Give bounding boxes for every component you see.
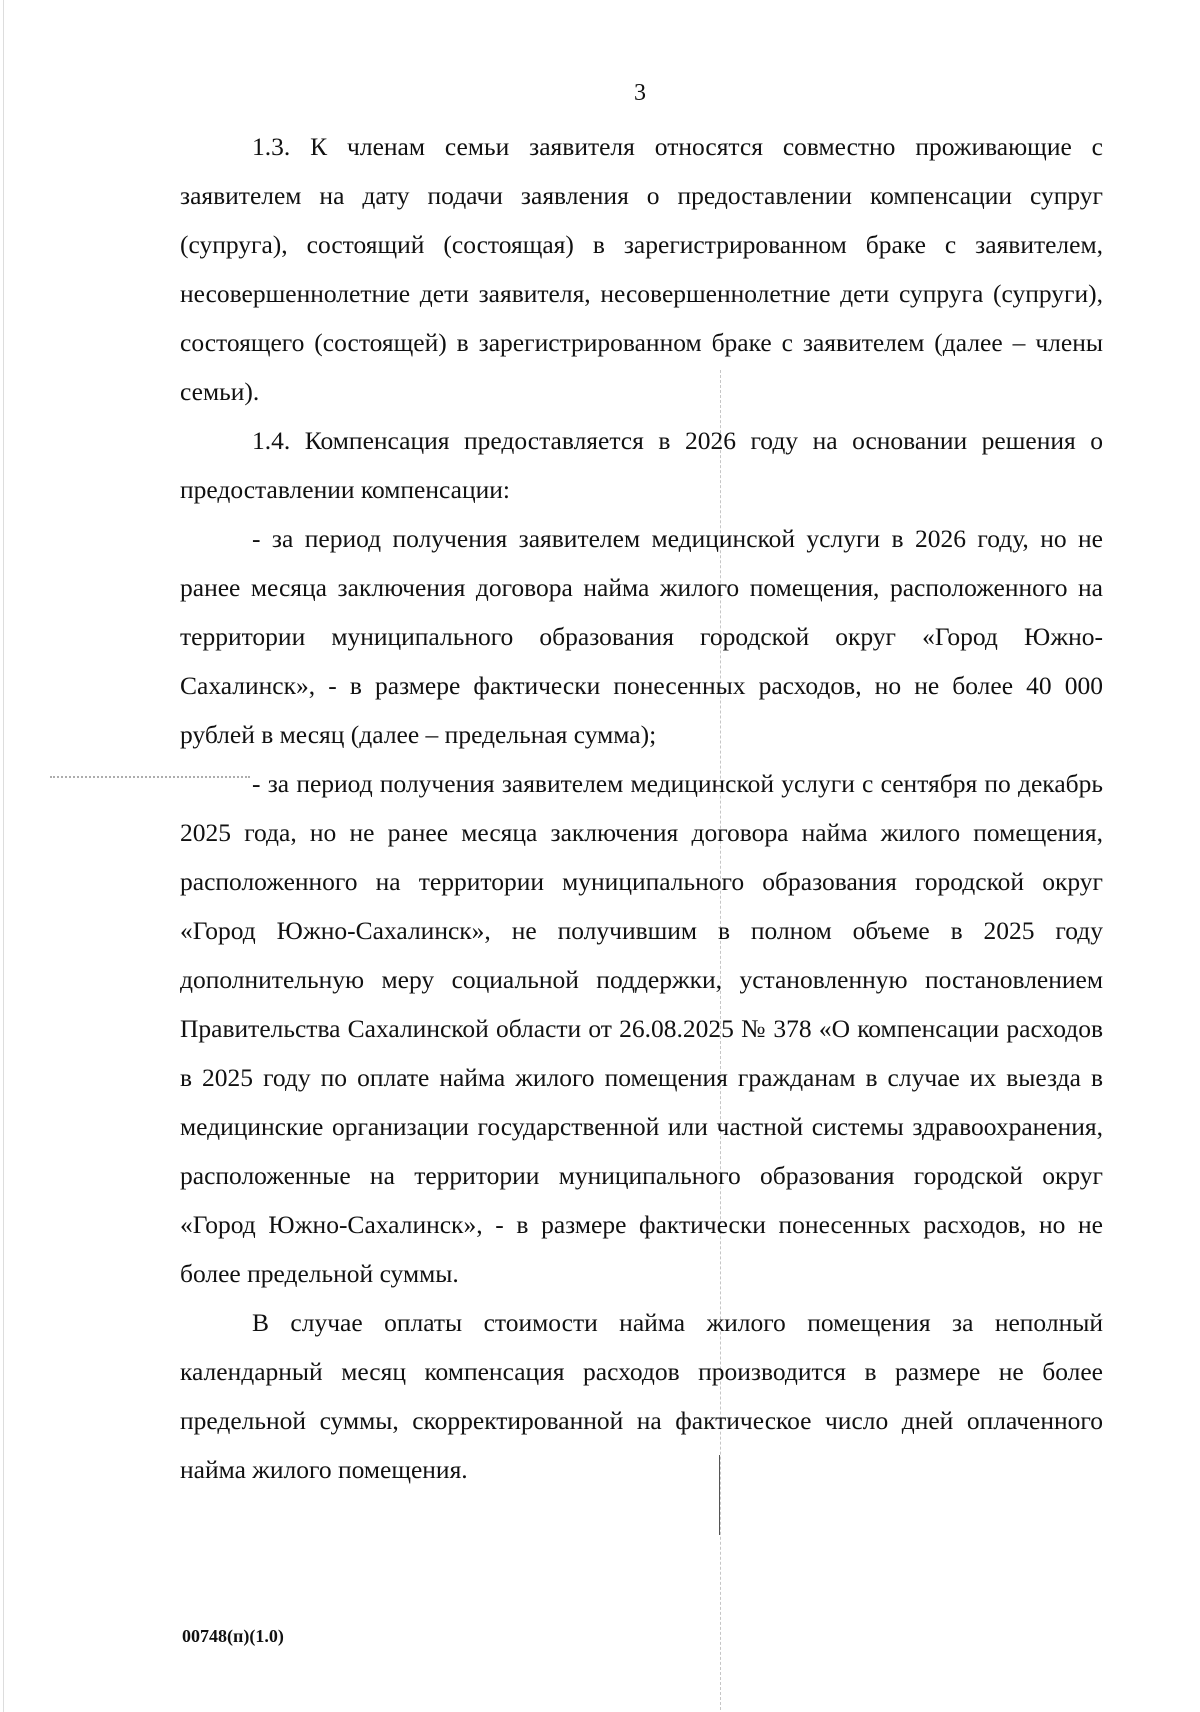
page-number: 3 bbox=[634, 80, 646, 106]
paragraph-partial-month: В случае оплаты стоимости найма жилого помещения за неполный календарный месяц компенсация расходов производится в размере не более предельной суммы, скорректированной на фактическое число дней оплаченного найма жилого помещения. bbox=[180, 1308, 1103, 1484]
paragraph-1-4-item-2025: - за период получения заявителем медицинской услуги с сентября по декабрь 2025 года, но не ранее месяца заключения договора найма жилого помещения, расположенного на территории муниципального образования городской округ «Город Южно-Сахалинск», не получившим в полном объеме в 2025 году дополнительную меру социальной поддержки, установленную постановлением Правительства Сахалинской области от 26.08.2025 № 378 «О компенсации расходов в 2025 году по оплате найма жилого помещения гражданам в случае их выезда в медицинские организации государственной или частной системы здравоохранения, расположенные на территории муниципального образования городской округ «Город Южно-Сахалинск», - в размере фактически понесенных расходов, но не более предельной суммы. bbox=[180, 769, 1103, 1288]
document-code: 00748(п)(1.0) bbox=[182, 1626, 284, 1646]
scan-edge-line bbox=[3, 0, 4, 1712]
paragraph-1-4-item-2026: - за период получения заявителем медицинской услуги в 2026 году, но не ранее месяца заключения договора найма жилого помещения, расположенного на территории муниципального образования городской округ «Город Южно-Сахалинск», - в размере фактически понесенных расходов, но не более 40 000 рублей в месяц (далее – предельная сумма); bbox=[180, 524, 1103, 749]
paragraph-1-3: 1.3. К членам семьи заявителя относятся совместно проживающие с заявителем на дату подачи заявления о предоставлении компенсации супруг (супруга), состоящий (состоящая) в зарегистрированном браке с заявителем, несовершеннолетние дети заявителя, несовершеннолетние дети супруга (супруги), состоящего (состоящей) в зарегистрированном браке с заявителем (далее – члены семьи). bbox=[180, 132, 1103, 406]
document-body bbox=[180, 122, 1103, 1494]
paragraph-1-4: 1.4. Компенсация предоставляется в 2026 году на основании решения о предоставлении компенсации: bbox=[180, 426, 1103, 504]
